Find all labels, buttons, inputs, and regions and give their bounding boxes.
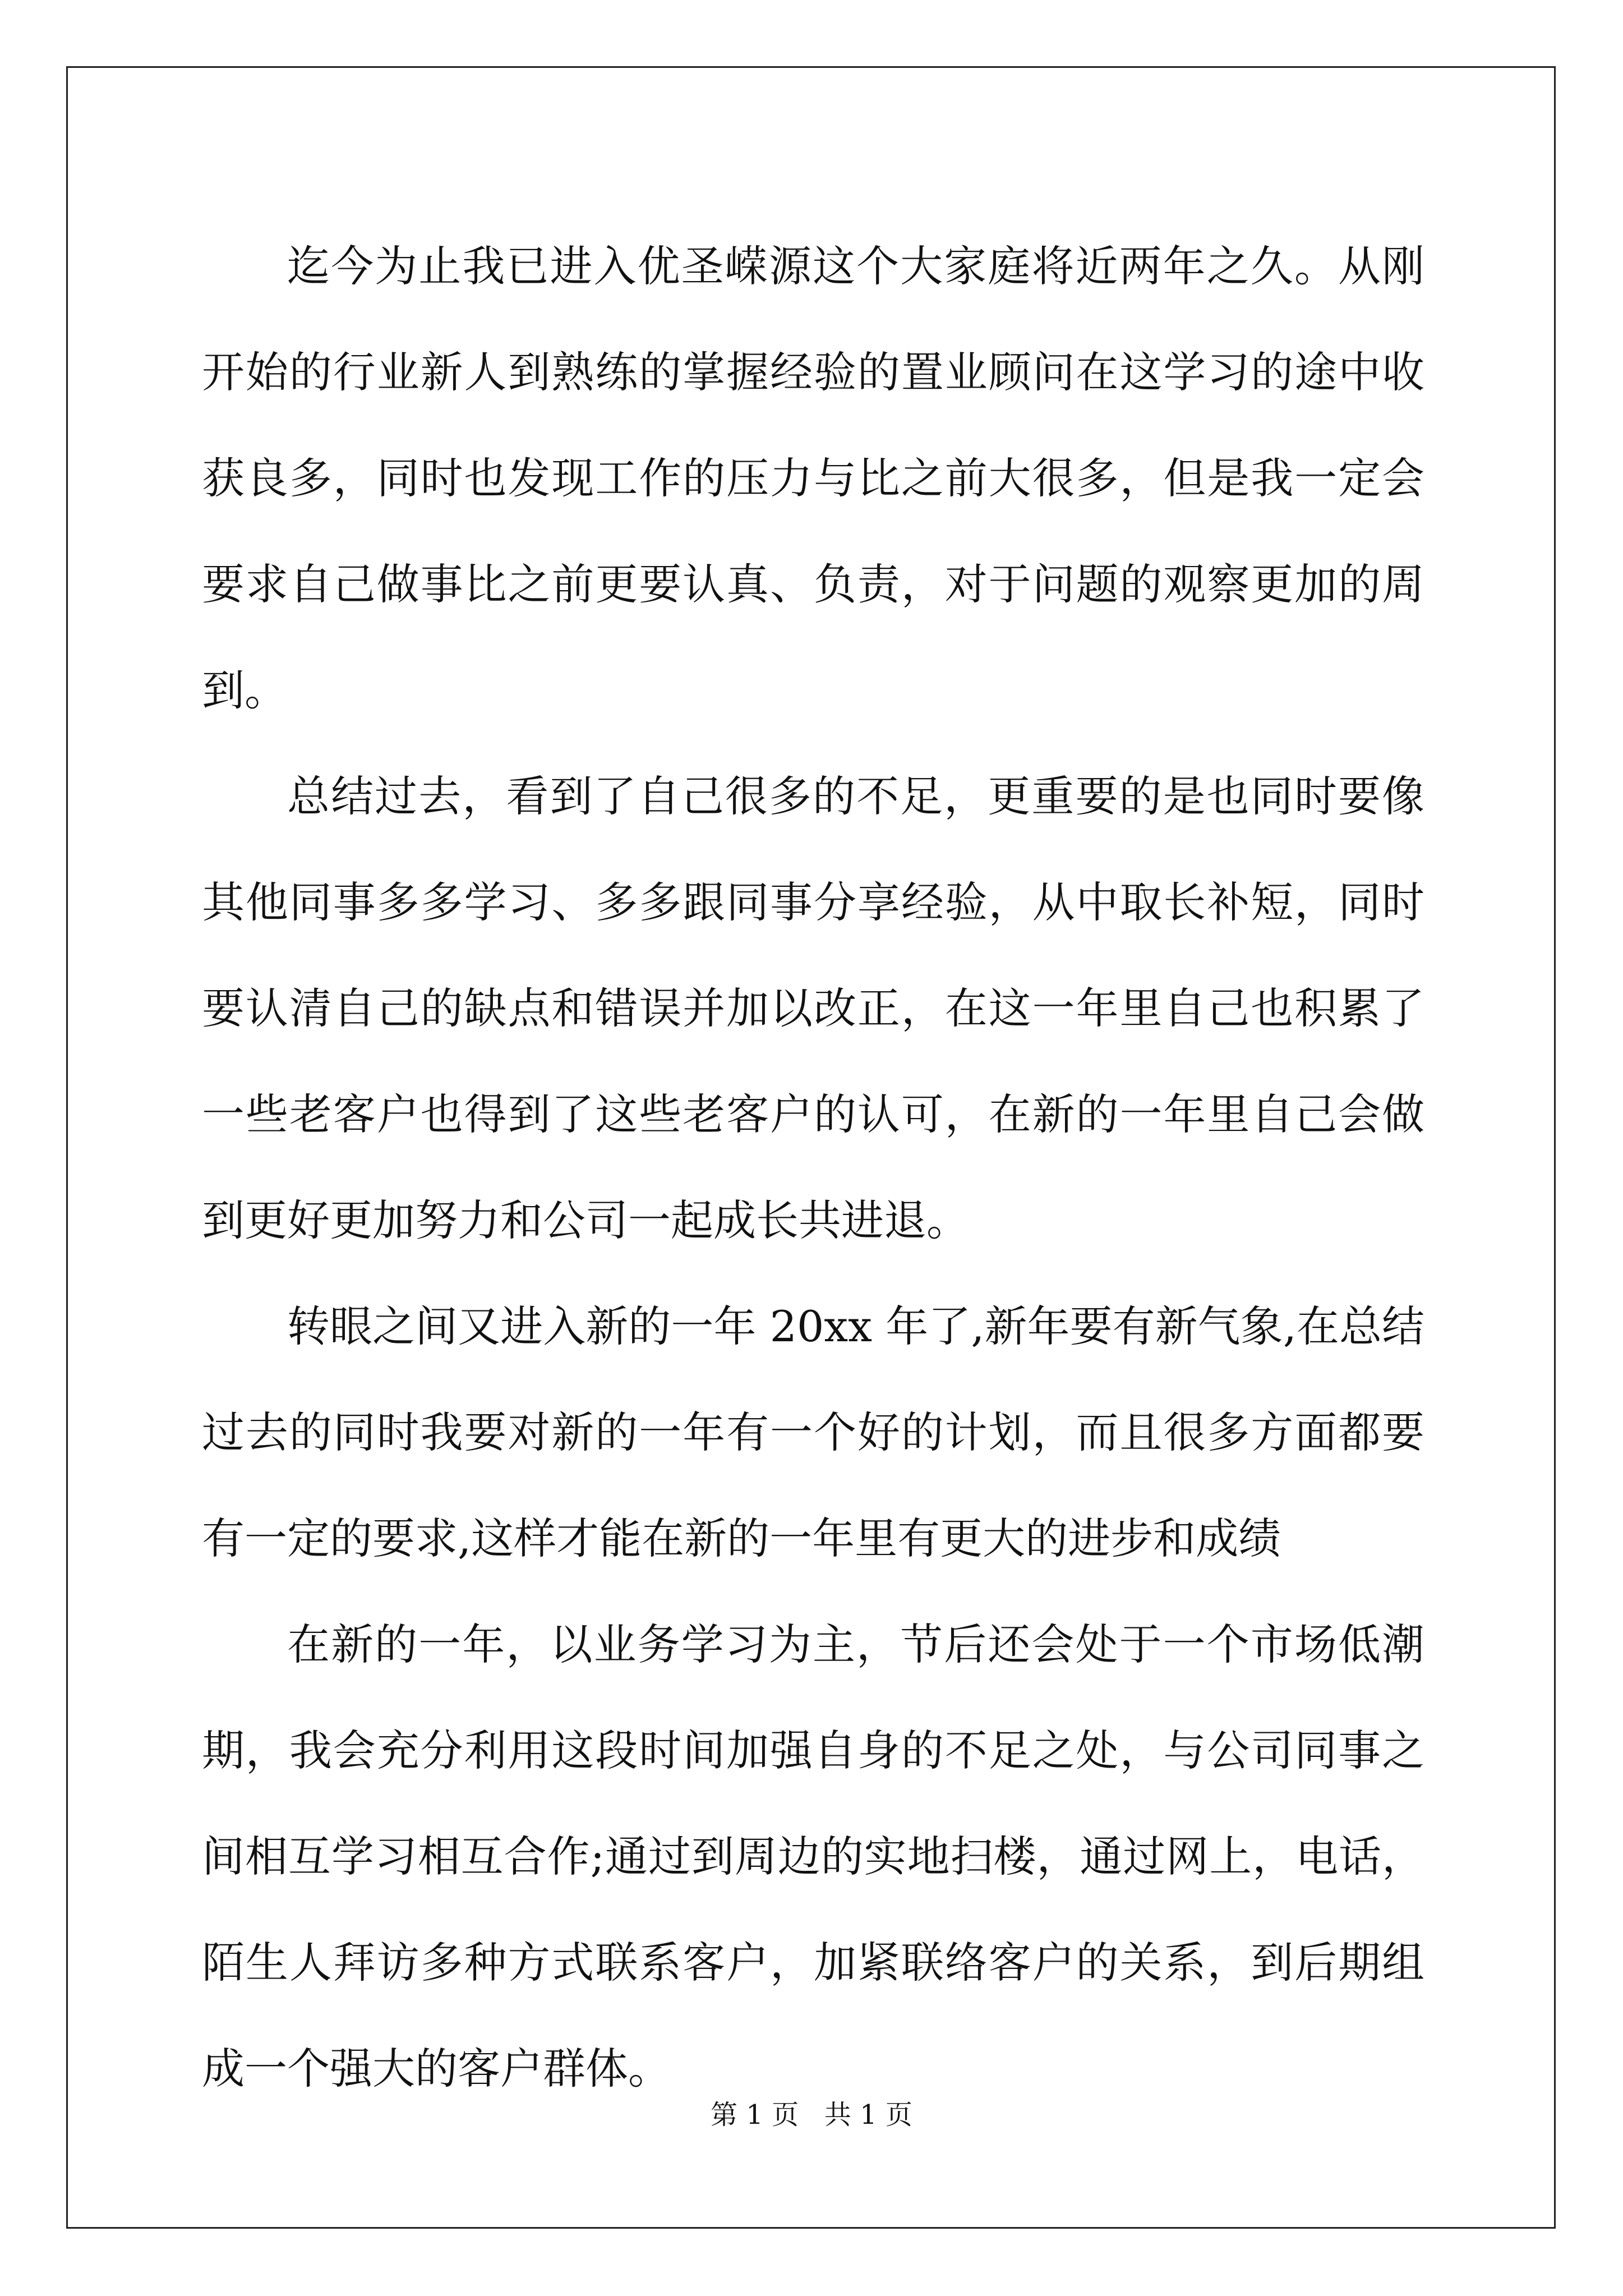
paragraph-1: 迄今为止我已进入优圣嵘源这个大家庭将近两年之久。从刚开始的行业新人到熟练的掌握经验的置业顾问在这学习的途中收获良多，同时也发现工作的压力与比之前大很多，但是我一定会要求自己做事比之前更要认真、负责，对于问题的观察更加的周到。 [202,241,1424,715]
page-footer: 第 1 页 共 1 页 [711,2099,912,2131]
paragraph-3: 转眼之间又进入新的一年 20xx 年了,新年要有新气象,在总结过去的同时我要对新的一年有一个好的计划，而且很多方面都要有一定的要求,这样才能在新的一年里有更大的进步和成绩 [202,1301,1424,1563]
document-body [202,213,1424,2122]
paragraph-2: 总结过去，看到了自己很多的不足，更重要的是也同时要像其他同事多多学习、多多跟同事分享经验，从中取长补短，同时要认清自己的缺点和错误并加以改正，在这一年里自己也积累了一些老客户也得到了这些老客户的认可，在新的一年里自己会做到更好更加努力和公司一起成长共进退。 [202,771,1424,1245]
paragraph-4: 在新的一年，以业务学习为主，节后还会处于一个市场低潮期，我会充分利用这段时间加强自身的不足之处，与公司同事之间相互学习相互合作;通过到周边的实地扫楼，通过网上，电话，陌生人拜访多种方式联系客户，加紧联络客户的关系，到后期组成一个强大的客户群体。 [202,1619,1424,2093]
